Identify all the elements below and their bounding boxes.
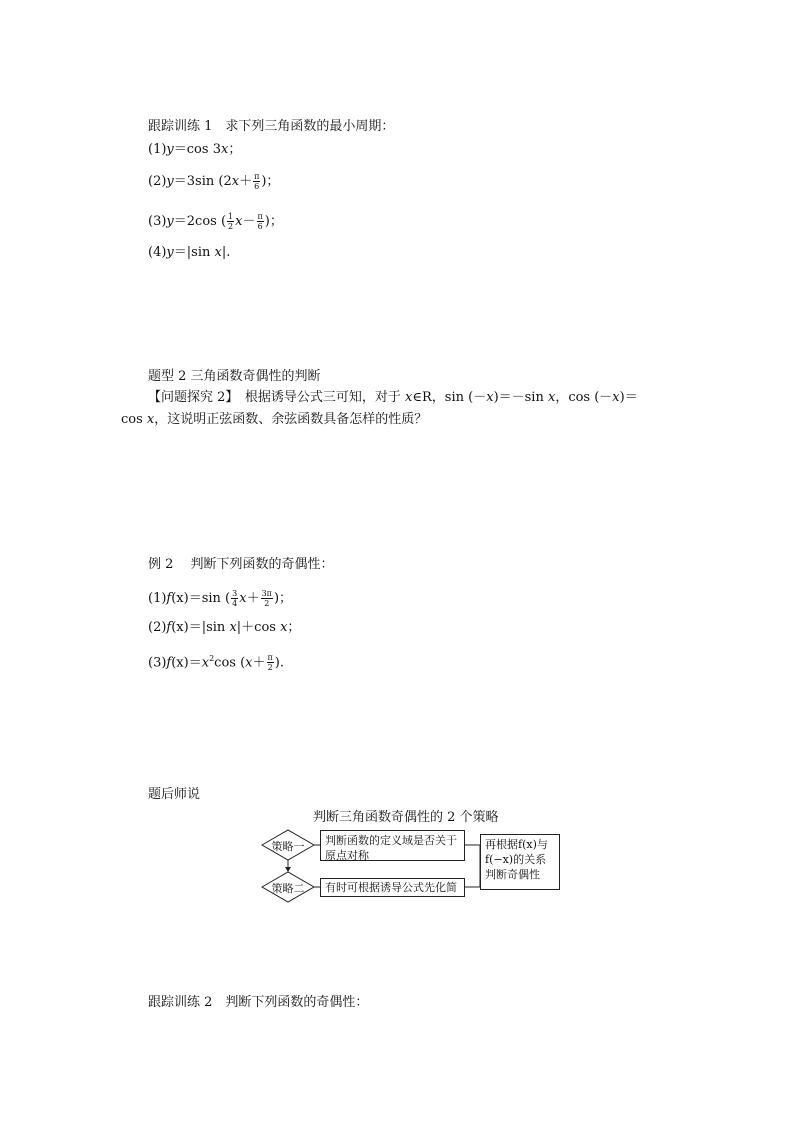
strategy2-box: 有时可根据诱导公式先化简 [320,878,465,897]
superscript: 2 [209,654,215,663]
fraction [261,589,273,608]
var-x: x [612,390,620,405]
var-x: x [235,214,243,229]
question-text: ，cos (－ [555,390,613,405]
track1-item-2 [148,172,279,191]
expr: ＝|sin [173,245,215,260]
expr: (x) [171,620,189,635]
type2-heading: 题型 2 三角函数奇偶性的判断 [148,369,321,384]
question-text: ∈R，sin (－ [412,390,487,405]
expr: ＝ [188,655,202,671]
var-y: y [166,174,174,189]
item-prefix: (3) [148,214,167,229]
var-x: x [239,591,247,606]
fraction-numerator: 3π [261,589,272,598]
fraction [253,172,260,191]
expr: (x) [171,655,189,671]
strategy1-label: 策略一 [271,840,305,853]
example2-item-3 [148,651,284,672]
expr-tail: ； [287,620,301,635]
question-text: ，这说明正弦函数、余弦函数具备怎样的性质？ [154,412,428,427]
var-f: f [166,620,172,635]
question-text: )＝－sin [493,390,548,405]
track2-heading: 跟踪训练 2 判断下列函数的奇偶性： [148,995,369,1010]
expr: ＝|sin [188,620,230,635]
fraction-numerator: 3 [232,589,238,598]
fraction-numerator: π [257,212,263,221]
question-line-2 [121,412,427,428]
item-prefix: (1) [148,142,167,157]
fraction [227,212,234,231]
teacher-heading: 题后师说 [148,787,201,802]
expr-tail: ). [274,655,284,671]
var-y: y [166,245,174,260]
operator: ＋ [239,174,253,189]
fraction-denominator: 2 [264,599,270,608]
var-y: y [166,214,174,229]
conclusion-box: 再根据f(x)与f(−x)的关系判断奇偶性 [480,834,560,890]
expr: ＝cos 3 [173,142,221,157]
fraction [231,589,238,608]
strategy1-box: 判断函数的定义域是否关于原点对称 [320,830,465,861]
question-label: 【问题探究 2】 [148,390,232,405]
var-f: f [166,591,172,606]
example2-heading: 例 2 判断下列函数的奇偶性： [148,557,334,572]
var-x: x [214,245,222,260]
example2-item-1 [148,589,292,608]
var-x: x [547,390,556,405]
var-x: x [201,655,210,671]
item-prefix: (2) [148,620,167,635]
var-x: x [245,655,253,671]
expr: ＝3sin (2 [173,174,232,189]
item-prefix: (2) [148,174,167,189]
expr-tail: )； [261,174,280,189]
operator: ＋ [246,591,260,606]
var-x: x [280,620,288,635]
question-text: cos [121,412,147,427]
fraction-numerator: π [267,653,273,663]
question-text: )＝ [619,390,638,405]
expr: ＝sin ( [188,591,231,606]
var-x: x [486,390,494,405]
fraction-denominator: 4 [232,599,238,608]
track1-item-3 [148,212,283,231]
expr: cos ( [214,655,246,671]
expr: (x) [171,591,189,606]
track1-item-1 [148,142,241,158]
expr: |＋cos [236,620,281,635]
track1-heading: 跟踪训练 1 求下列三角函数的最小周期： [148,119,395,134]
fraction-numerator: 1 [228,212,234,221]
diagram-title: 判断三角函数奇偶性的 2 个策略 [313,810,499,825]
item-prefix: (1) [148,591,167,606]
fraction [257,212,264,231]
var-y: y [166,142,174,157]
arrow-head-icon [285,867,291,872]
var-x: x [405,390,413,405]
var-f: f [166,655,172,671]
fraction-numerator: π [254,172,260,181]
var-x: x [220,142,229,157]
fraction-denominator: 2 [228,222,234,231]
question-line-1 [148,390,638,406]
operator: － [242,214,256,229]
var-x: x [146,412,155,427]
fraction-denominator: 6 [254,182,260,191]
expr-tail: )； [264,214,283,229]
question-text: 根据诱导公式三可知，对于 [231,390,406,405]
item-prefix: (3) [148,655,167,671]
track1-item-4 [148,245,230,261]
expr-tail: |. [221,245,231,260]
expr-tail: )； [273,591,293,606]
example2-item-2 [148,620,300,636]
fraction-denominator: 6 [257,222,263,231]
item-prefix: (4) [148,245,167,260]
operator: ＋ [252,655,266,671]
fraction [267,653,274,672]
var-x: x [229,620,237,635]
expr-tail: ； [228,142,242,157]
strategy2-label: 策略二 [271,882,305,895]
expr: ＝2cos ( [173,214,227,229]
fraction-denominator: 2 [267,663,273,673]
var-x: x [231,174,240,189]
